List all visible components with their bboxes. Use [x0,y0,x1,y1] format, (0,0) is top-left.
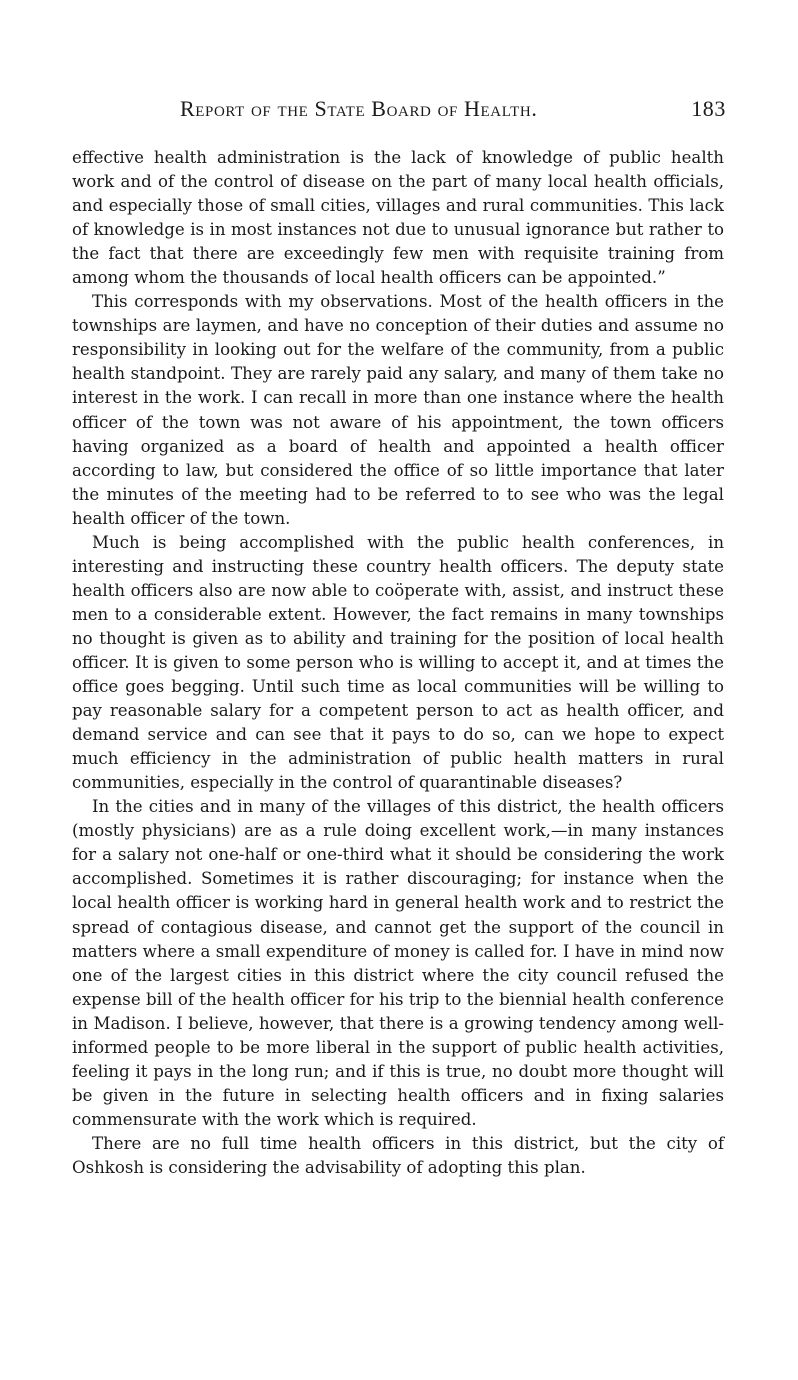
paragraph-conferences: Much is being accomplished with the public health conferences, in interesting and instructing these country health officers. The deputy state health officers also are now able to coöperate with, assist, and instruct these men to a considerable extent. However, the fact remains in many townships no thought is given as to ability and training for the position of local health officer. It is given to some person who is willing to accept it, and at times the office goes begging. Until such time as local communities will be willing to pay reasonable salary for a competent person to act as health officer, and demand service and can see that it pays to do so, can we hope to expect much efficiency in the administration of public health matters in rural communities, especially in the control of quarantinable diseases? [72,532,724,793]
paragraph-observations: This corresponds with my observations. Most of the health officers in the townships are laymen, and have no conception of their duties and assume no responsibility in looking out for the welfare of the community, from a public health standpoint. They are rarely paid any salary, and many of them take no interest in the work. I can recall in more than one instance where the health officer of the town was not aware of his appointment, the town officers having organized as a board of health and appointed a health officer according to law, but considered the office of so little importance that later the minutes of the meeting had to be referred to to see who was the legal health officer of the town. [72,292,724,528]
paragraph-full-time-officers: There are no full time health officers in this district, but the city of Oshkosh is considering the advisability of adopting this plan. [72,1133,724,1177]
body-text [72,146,724,1180]
page-number: 183 [691,96,726,121]
paragraph-cities: In the cities and in many of the villages of this district, the health officers (mostly physicians) are as a rule doing excellent work,—in many instances for a salary not one-half or one-third what it should be considering the work accomplished. Sometimes it is rather discouraging; for instance when the local health officer is working hard in general health work and to restrict the spread of contagious disease, and cannot get the support of the council in matters where a small expenditure of money is called for. I have in mind now one of the largest cities in this district where the city council refused the expense bill of the health officer for his trip to the biennial health conference in Madison. I believe, however, that there is a growing tendency among well-informed people to be more liberal in the support of public health activities, feeling it pays in the long run; and if this is true, no doubt more thought will be given in the future in selecting health officers and in fixing salaries commensurate with the work which is required. [72,797,724,1129]
running-header [74,96,726,124]
running-header-title: Report of the State Board of Health. [180,96,538,121]
paragraph-continued: effective health administration is the lack of knowledge of public health work and of the control of disease on the part of many local health officials, and especially those of small cities, villages and rural communities. This lack of knowledge is in most instances not due to unusual ignorance but rather to the fact that there are exceedingly few men with requisite training from among whom the thousands of local health officers can be appointed.” [72,148,724,288]
